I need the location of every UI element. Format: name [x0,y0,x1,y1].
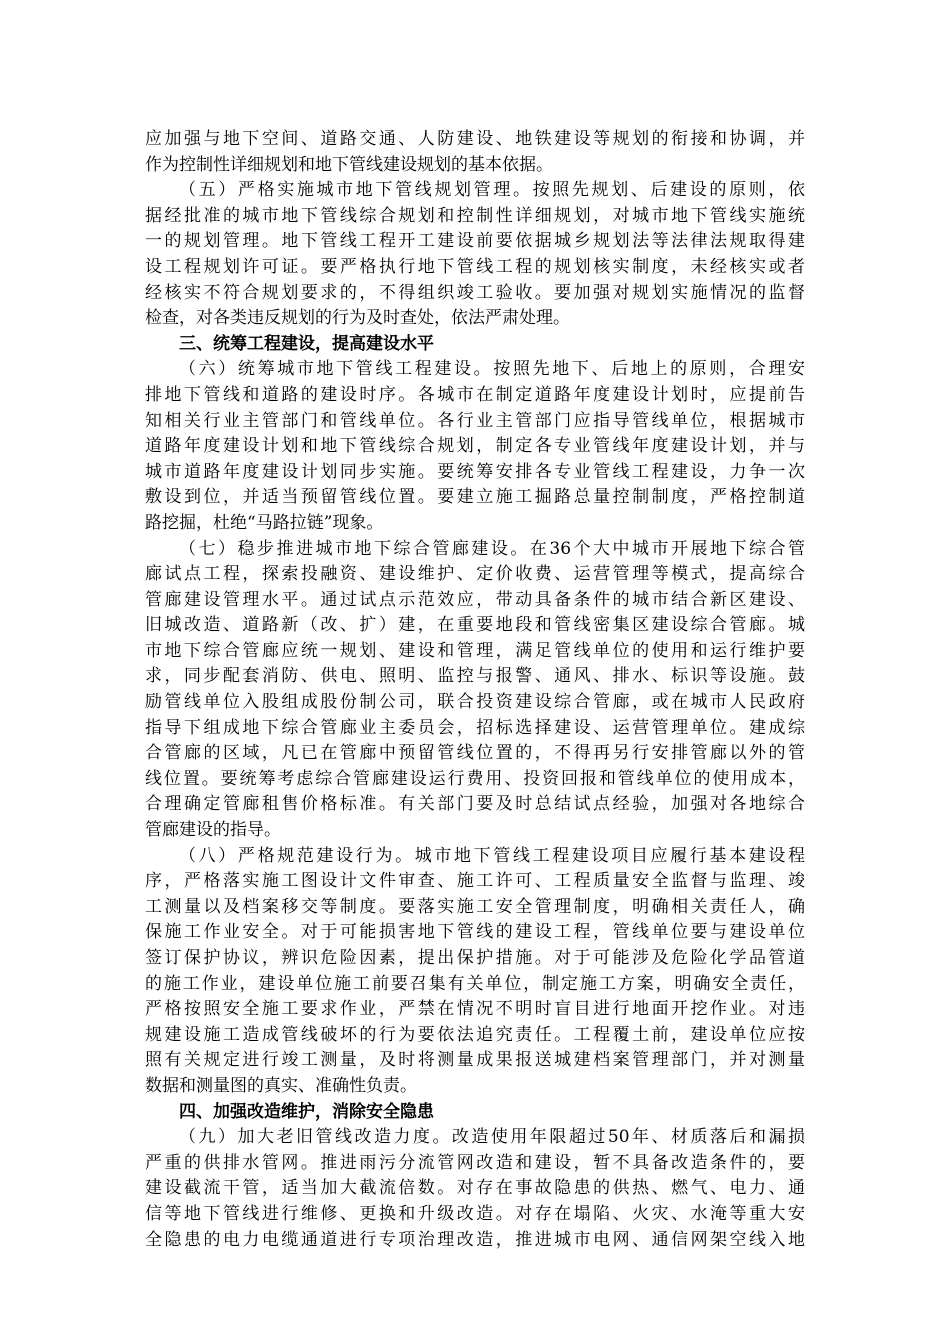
text-line: （六）统筹城市地下管线工程建设。按照先地下、后地上的原则，合理安 [179,359,805,380]
text-line: 敷设到位，并适当预留管线位置。要建立施工掘路总量控制制度，严格控制道 [145,487,805,508]
section-heading: 三、统筹工程建设，提高建设水平 [179,333,434,354]
text-line: （八）严格规范建设行为。城市地下管线工程建设项目应履行基本建设程 [179,845,805,866]
text-line: （七）稳步推进城市地下综合管廊建设。在36个大中城市开展地下综合管 [179,538,805,559]
text-line: 励管线单位入股组成股份制公司，联合投资建设综合管廊，或在城市人民政府 [145,692,805,713]
text-line: 合理确定管廊租售价格标准。有关部门要及时总结试点经验，加强对各地综合 [145,794,805,815]
document-page [145,127,805,1253]
text-line: 检查，对各类违反规划的行为及时查处，依法严肃处理。 [145,308,570,329]
text-line: 廊试点工程，探索投融资、建设维护、定价收费、运营管理等模式，提高综合 [145,564,805,585]
text-line: 线位置。要统筹考虑综合管廊建设运行费用、投资回报和管线单位的使用成本， [145,768,805,789]
text-line: （九）加大老旧管线改造力度。改造使用年限超过50年、材质落后和漏损 [179,1127,805,1148]
text-line: 排地下管线和道路的建设时序。各城市在制定道路年度建设计划时，应提前告 [145,384,805,405]
text-line: 路挖掘，杜绝“马路拉链”现象。 [145,512,384,533]
text-line: 作为控制性详细规划和地下管线建设规划的基本依据。 [145,154,553,175]
text-line: 市地下综合管廊应统一规划、建设和管理，满足管线单位的使用和运行维护要 [145,640,805,661]
text-line: 据经批准的城市地下管线综合规划和控制性详细规划，对城市地下管线实施统 [145,205,805,226]
text-line: 信等地下管线进行维修、更换和升级改造。对存在塌陷、火灾、水淹等重大安 [145,1203,805,1224]
text-line: 签订保护协议，辨识危险因素，提出保护措施。对于可能涉及危险化学品管道 [145,948,805,968]
section-heading: 四、加强改造维护，消除安全隐患 [179,1101,434,1122]
text-line: 经核实不符合规划要求的，不得组织竣工验收。要加强对规划实施情况的监督 [145,282,805,303]
text-line: 建设截流干管，适当加大截流倍数。对存在事故隐患的供热、燃气、电力、通 [145,1178,805,1199]
text-line: 序，严格落实施工图设计文件审查、施工许可、工程质量安全监督与监理、竣 [145,871,805,892]
text-line: 保施工作业安全。对于可能损害地下管线的建设工程，管线单位要与建设单位 [145,922,805,943]
text-line: 管廊建设管理水平。通过试点示范效应，带动具备条件的城市结合新区建设、 [145,589,805,610]
text-line: 严格按照安全施工要求作业，严禁在情况不明时盲目进行地面开挖作业。对违 [145,999,805,1020]
text-line: 的施工作业，建设单位施工前要召集有关单位，制定施工方案，明确安全责任， [145,973,805,994]
text-line: 全隐患的电力电缆通道进行专项治理改造，推进城市电网、通信网架空线入地 [145,1229,805,1250]
text-line: 求，同步配套消防、供电、照明、监控与报警、通风、排水、标识等设施。鼓 [145,666,805,687]
text-line: 道路年度建设计划和地下管线综合规划，制定各专业管线年度建设计划，并与 [145,436,805,457]
text-line: 旧城改造、道路新（改、扩）建，在重要地段和管线密集区建设综合管廊。城 [145,615,805,636]
text-line: 照有关规定进行竣工测量，及时将测量成果报送城建档案管理部门，并对测量 [145,1050,805,1071]
text-line: 严重的供排水管网。推进雨污分流管网改造和建设，暂不具备改造条件的，要 [145,1152,805,1173]
text-line: 管廊建设的指导。 [145,820,281,841]
text-line: 一的规划管理。地下管线工程开工建设前要依据城乡规划法等法律法规取得建 [145,231,805,252]
text-line: 规建设施工造成管线破坏的行为要依法追究责任。工程覆土前，建设单位应按 [145,1024,805,1045]
text-line: 指导下组成地下综合管廊业主委员会，招标选择建设、运营管理单位。建成综 [145,717,805,738]
text-line: 应加强与地下空间、道路交通、人防建设、地铁建设等规划的衔接和协调，并 [145,129,805,149]
text-line: 数据和测量图的真实、准确性负责。 [145,1075,417,1096]
text-line: 合管廊的区域，凡已在管廊中预留管线位置的，不得再另行安排管廊以外的管 [145,743,805,764]
text-line: 知相关行业主管部门和管线单位。各行业主管部门应指导管线单位，根据城市 [145,410,805,431]
text-line: （五）严格实施城市地下管线规划管理。按照先规划、后建设的原则，依 [179,180,805,201]
text-line: 设工程规划许可证。要严格执行地下管线工程的规划核实制度，未经核实或者 [145,256,805,277]
text-line: 城市道路年度建设计划同步实施。要统筹安排各专业管线工程建设，力争一次 [145,461,805,482]
text-line: 工测量以及档案移交等制度。要落实施工安全管理制度，明确相关责任人，确 [145,896,805,917]
